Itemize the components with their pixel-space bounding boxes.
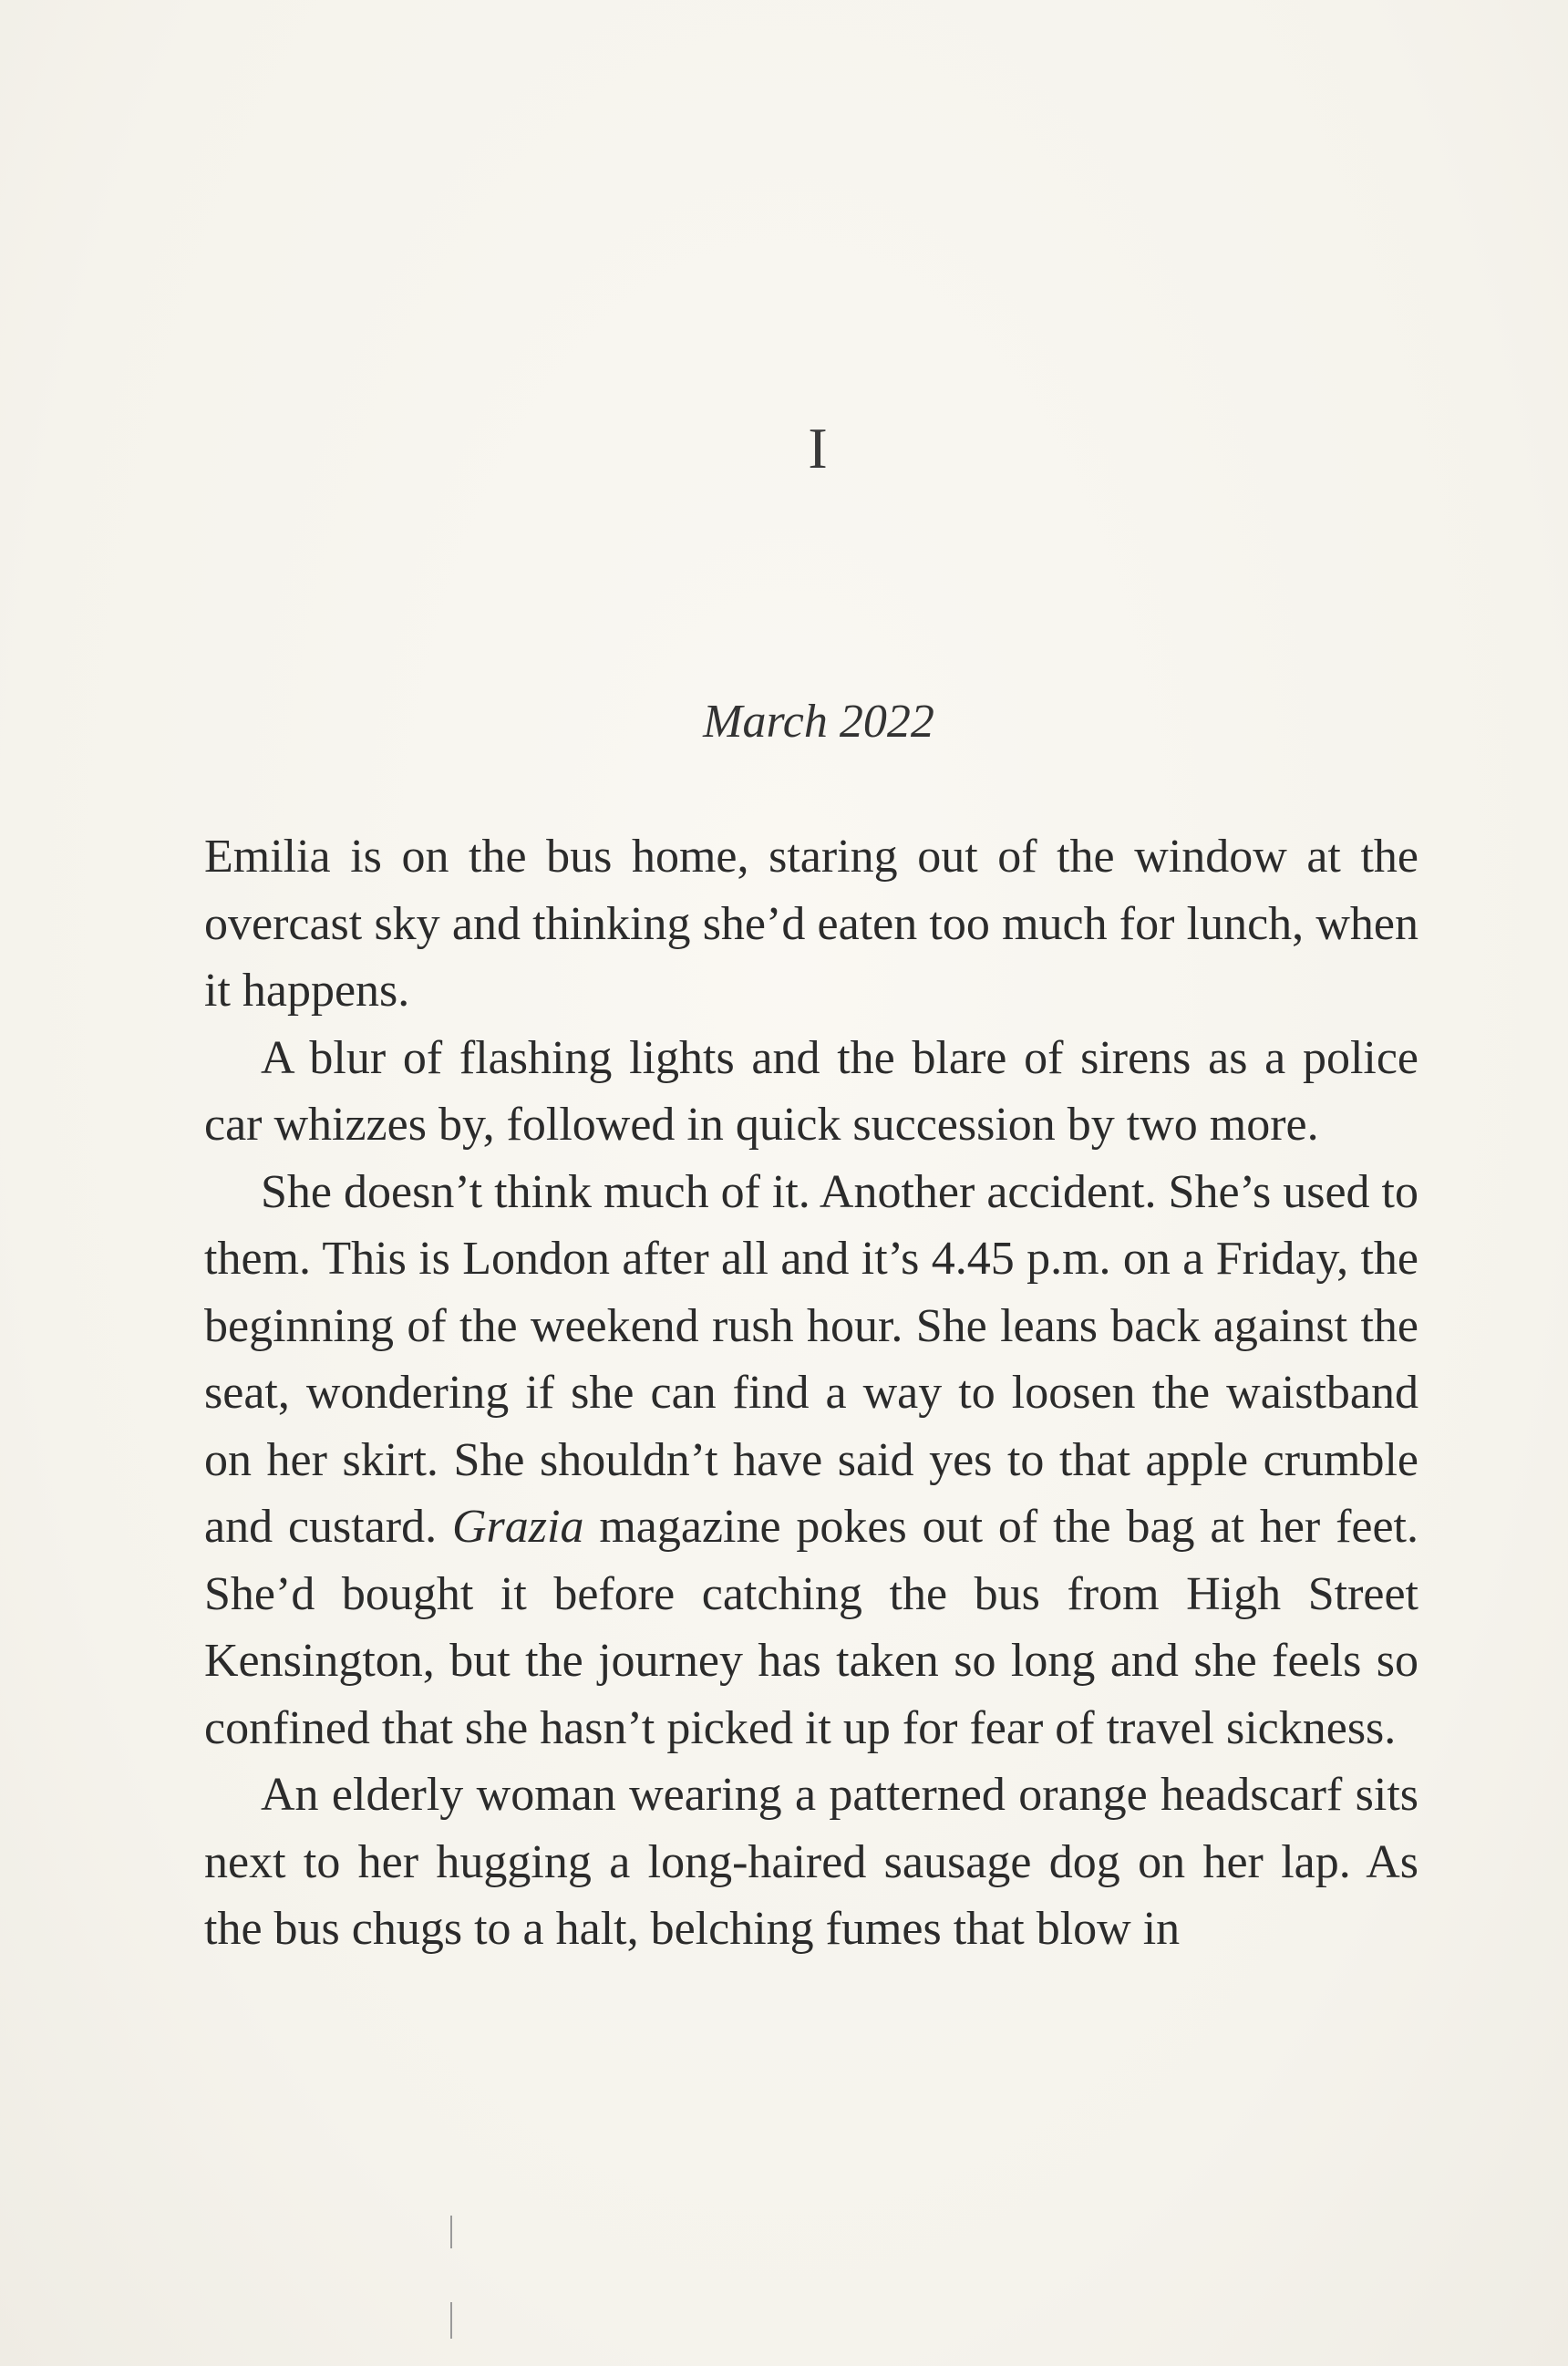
body-text	[204, 823, 1418, 1963]
paragraph: Emilia is on the bus home, staring out of the window at the overcast sky and thinking she’d eaten too much for lunch, when it happens.	[204, 831, 1418, 1017]
paragraph-text: She doesn’t think much of it. Another accident. She’s used to them. This is London after all and it’s 4.45 p.m. on a Friday, the beginning of the weekend rush hour. She leans back against the seat, wondering if she can find a way to loosen the waistband on her skirt. She shouldn’t have said yes to that apple crumble and custard.	[204, 1165, 1418, 1553]
paragraph	[204, 1159, 1418, 1762]
paragraph: An elderly woman wearing a patterned orange headscarf sits next to her hugging a long-haired sausage dog on her lap. As the bus chugs to a halt, belching fumes that blow in	[204, 1769, 1418, 1955]
scan-mark	[450, 2302, 452, 2339]
chapter-date: March 2022	[703, 696, 934, 748]
paragraph: A blur of flashing lights and the blare of sirens as a police car whizzes by, followed in quick succession by two more.	[204, 1031, 1418, 1151]
magazine-title: Grazia	[451, 1501, 584, 1553]
paragraph-text: magazine pokes out of the bag at her feet. She’d bought it before catching the bus from High Street Kensington, but the journey has taken so long and she feels so confined that she hasn’t picked it up for fear of travel sickness.	[204, 1501, 1419, 1754]
scan-mark	[450, 2216, 452, 2248]
chapter-number: I	[808, 416, 830, 480]
